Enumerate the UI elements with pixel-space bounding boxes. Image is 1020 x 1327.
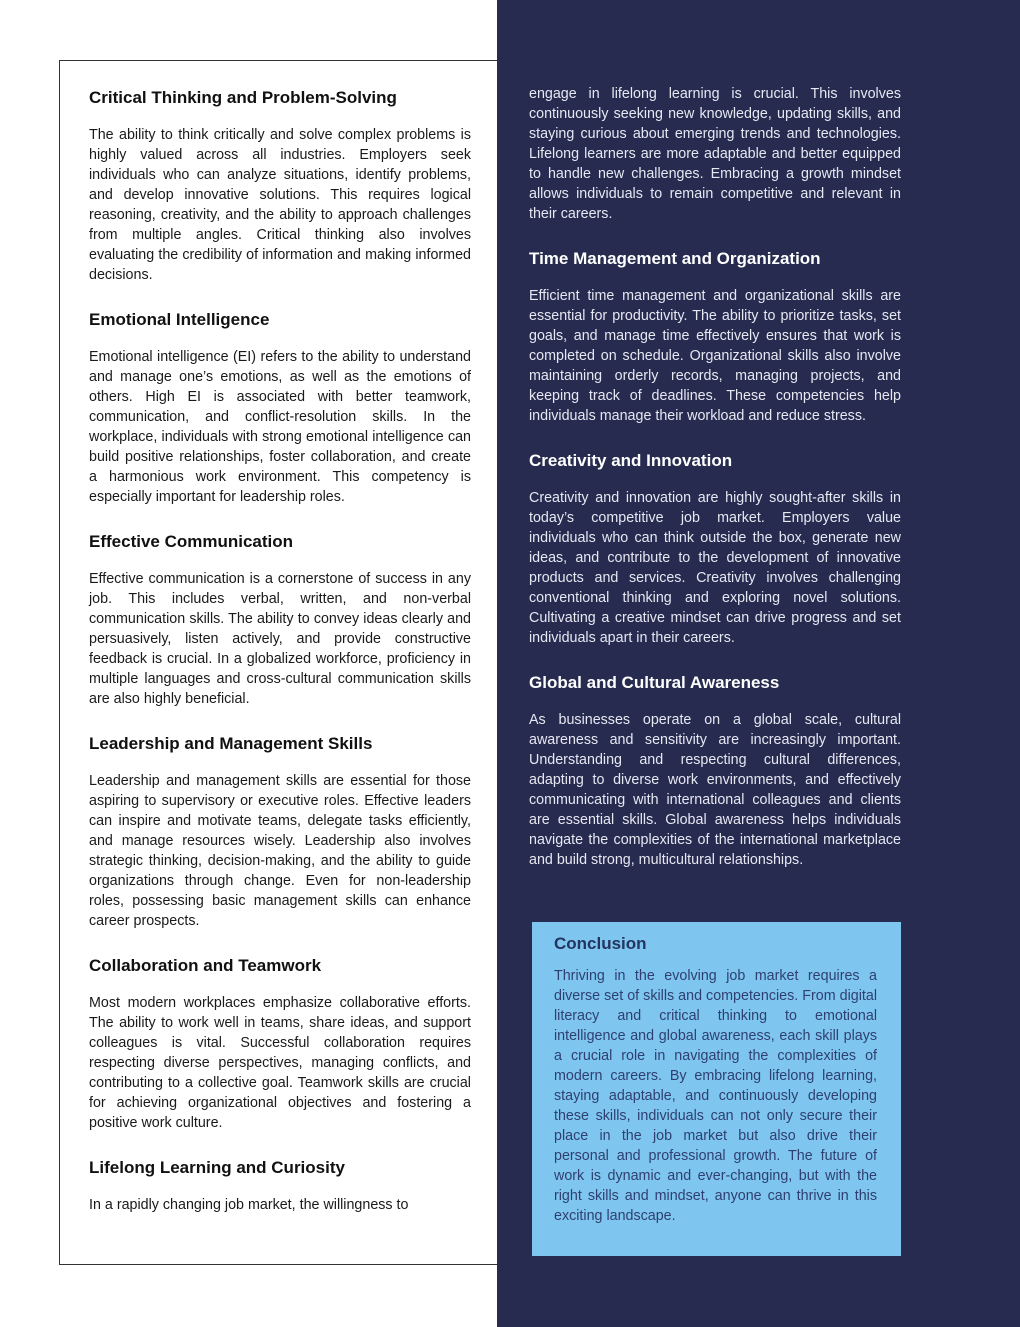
conclusion-heading: Conclusion [554, 934, 647, 953]
conclusion-box [532, 922, 901, 1256]
right-column [529, 84, 901, 891]
section-body-critical-thinking: The ability to think critically and solve complex problems is highly valued across all industries. Employers seek individuals who can analyze situations, identify problems, and develop innovative solutions. This requires logical reasoning, creativity, and the ability to approach challenges from multiple angles. Critical thinking also involves evaluating the credibility of information and making informed decisions. [89, 127, 471, 283]
section-heading-leadership: Leadership and Management Skills [89, 734, 373, 753]
section-heading-collaboration: Collaboration and Teamwork [89, 956, 322, 975]
section-heading-lifelong-learning: Lifelong Learning and Curiosity [89, 1158, 345, 1177]
section-heading-effective-communication: Effective Communication [89, 532, 294, 551]
section-heading-time-management: Time Management and Organization [529, 249, 821, 268]
section-body-time-management: Efficient time management and organizational skills are essential for productivity. The ability to prioritize tasks, set goals, and manage time effectively ensures that work is completed on schedule. Organizational skills also involve maintaining orderly records, managing projects, and keeping track of deadlines. These competencies help individuals manage their workload and reduce stress. [529, 288, 901, 424]
section-body-effective-communication: Effective communication is a cornerstone of success in any job. This includes verbal, written, and non-verbal communication skills. The ability to convey ideas clearly and persuasively, listen actively, and provide constructive feedback is crucial. In a globalized workforce, proficiency in multiple languages and cross-cultural communication skills are also highly beneficial. [89, 571, 471, 707]
left-column [89, 84, 471, 1236]
section-heading-emotional-intelligence: Emotional Intelligence [89, 310, 270, 329]
section-body-collaboration: Most modern workplaces emphasize collaborative efforts. The ability to work well in teams, share ideas, and support colleagues is vital. Successful collaboration requires respecting diverse perspectives, managing conflicts, and contributing to a collective goal. Teamwork skills are crucial for achieving organizational objectives and fostering a positive work culture. [89, 995, 471, 1131]
section-body-lifelong-learning: In a rapidly changing job market, the willingness to [89, 1197, 409, 1213]
section-body-global-awareness: As businesses operate on a global scale, cultural awareness and sensitivity are increasingly important. Understanding and respecting cultural differences, adapting to diverse work environments, and effectively communicating with international colleagues and clients are essential skills. Global awareness helps individuals navigate the complexities of the international marketplace and build strong, multicultural relationships. [529, 712, 901, 868]
section-heading-critical-thinking: Critical Thinking and Problem-Solving [89, 88, 397, 107]
section-body-creativity: Creativity and innovation are highly sought-after skills in today’s competitive job market. Employers value individuals who can think outside the box, generate new ideas, and contribute to the development of innovative products and services. Creativity involves challenging conventional thinking and exploring novel solutions. Cultivating a creative mindset can drive progress and set individuals apart in their careers. [529, 490, 901, 646]
section-heading-creativity: Creativity and Innovation [529, 451, 733, 470]
section-body-leadership: Leadership and management skills are essential for those aspiring to supervisory or executive roles. Effective leaders can inspire and motivate teams, delegate tasks efficiently, and manage resources wisely. Leadership also involves strategic thinking, decision-making, and the ability to guide organizations through change. Even for non-leadership roles, possessing basic management skills can enhance career prospects. [89, 773, 471, 929]
section-body-emotional-intelligence: Emotional intelligence (EI) refers to the ability to understand and manage one’s emotions, as well as the emotions of others. High EI is associated with better teamwork, communication, and conflict-resolution skills. In the workplace, individuals with strong emotional intelligence can build positive relationships, foster collaboration, and create a harmonious work environment. This competency is especially important for leadership roles. [89, 349, 471, 505]
conclusion-body: Thriving in the evolving job market requires a diverse set of skills and competencies. From digital literacy and critical thinking to emotional intelligence and global awareness, each skill plays a crucial role in navigating the complexities of modern careers. By embracing lifelong learning, staying adaptable, and continuously developing these skills, individuals can not only secure their place in the job market but also drive their personal and professional growth. The future of work is dynamic and ever-changing, but with the right skills and mindset, anyone can thrive in this exciting landscape. [554, 968, 877, 1224]
lifelong-learning-continuation: engage in lifelong learning is crucial. This involves continuously seeking new knowledge, updating skills, and staying curious about emerging trends and technologies. Lifelong learners are more adaptable and better equipped to handle new challenges. Embracing a growth mindset allows individuals to remain competitive and relevant in their careers. [529, 86, 901, 222]
section-heading-global-awareness: Global and Cultural Awareness [529, 673, 780, 692]
